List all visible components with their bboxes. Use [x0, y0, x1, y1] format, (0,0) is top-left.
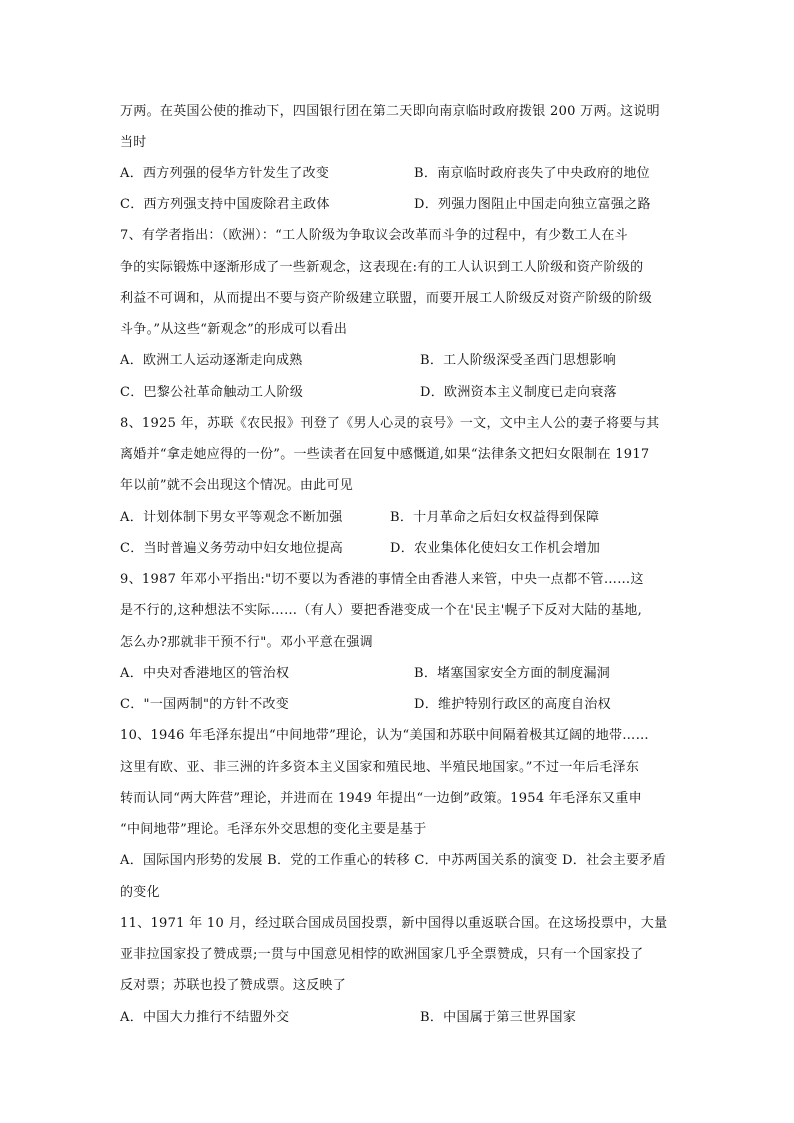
q11-stem-line-1: 11、1971 年 10 月，经过联合国成员国投票，新中国得以重返联合国。在这场投票中，大量 [120, 916, 668, 931]
q7-options-row-1 [120, 352, 680, 370]
q6-option-c: C．西方列强支持中国废除君主政体 [120, 197, 330, 212]
q11-options-row-1 [120, 1009, 680, 1027]
q10-stem-line-1: 10、1946 年毛泽东提出“中间地带”理论，认为“美国和苏联中间隔着极其辽阔的地带…… [120, 728, 649, 743]
q9-stem-line-1: 9、1987 年邓小平指出:"切不要以为香港的事情全由香港人来管，中央一点都不管……这 [120, 572, 644, 587]
q8-option-d: D．农业集体化使妇女工作机会增加 [390, 541, 601, 556]
q9-option-a: A．中央对香港地区的管治权 [120, 666, 290, 681]
q7-stem-line-1: 7、有学者指出：（欧洲）：“工人阶级为争取议会改革而斗争的过程中，有少数工人在斗 [120, 228, 628, 243]
q6-option-a: A．西方列强的侵华方针发生了改变 [120, 166, 330, 181]
q7-options-row-2 [120, 384, 680, 402]
q10-options-continued: 的变化 [120, 885, 160, 900]
q9-stem-line-3: 怎么办?那就非干预不行"。邓小平意在强调 [120, 635, 373, 650]
q8-option-a: A．计划体制下男女平等观念不断加强 [120, 510, 343, 525]
q7-option-b: B．工人阶级深受圣西门思想影响 [420, 353, 617, 368]
q7-stem-line-4: 斗争。”从这些“新观念”的形成可以看出 [120, 322, 348, 337]
q6-stem-line-2: 当时 [120, 135, 147, 150]
q11-option-b: B．中国属于第三世界国家 [420, 1010, 577, 1025]
q8-option-c: C．当时普遍义务劳动中妇女地位提高 [120, 541, 344, 556]
q11-option-a: A．中国大力推行不结盟外交 [120, 1010, 290, 1025]
q6-options-row-2 [120, 196, 680, 214]
q7-option-c: C．巴黎公社革命触动工人阶级 [120, 385, 304, 400]
q9-option-b: B．堵塞国家安全方面的制度漏洞 [414, 666, 611, 681]
q11-stem-line-3: 反对票；苏联也投了赞成票。这反映了 [120, 978, 347, 993]
q10-options: A．国际国内形势的发展 B．党的工作重心的转移 C．中苏两国关系的演变 D．社会主要矛盾 [120, 853, 666, 868]
q9-option-c: C．"一国两制"的方针不改变 [120, 697, 290, 712]
q9-option-d: D．维护特别行政区的高度自治权 [414, 697, 611, 712]
q7-stem-line-3: 利益不可调和，从而提出不要与资产阶级建立联盟，而要开展工人阶级反对资产阶级的阶级 [120, 291, 653, 306]
q9-options-row-1 [120, 665, 680, 683]
q11-stem-line-2: 亚非拉国家投了赞成票;一贯与中国意见相悖的欧洲国家几乎全票赞成，只有一个国家投了 [120, 947, 644, 962]
q10-stem-line-4: “中间地带”理论。毛泽东外交思想的变化主要是基于 [120, 822, 427, 837]
q8-option-b: B．十月革命之后妇女权益得到保障 [390, 510, 600, 525]
q6-option-d: D．列强力图阻止中国走向独立富强之路 [414, 197, 651, 212]
q9-stem-line-2: 是不行的,这种想法不实际……（有人）要把香港变成一个在'民主'幌子下反对大陆的基地, [120, 603, 643, 618]
q8-stem-line-2: 离婚并“拿走她应得的一份”。一些读者在回复中感慨道,如果“法律条文把妇女限制在 1917 [120, 447, 650, 462]
q7-stem-line-2: 争的实际锻炼中逐渐形成了一些新观念，这表现在:有的工人认识到工人阶级和资产阶级的 [120, 260, 644, 275]
q6-stem-line-1: 万两。在英国公使的推动下，四国银行团在第二天即向南京临时政府拨银 200 万两。这说明 [120, 104, 660, 119]
q7-option-d: D．欧洲资本主义制度已走向衰落 [420, 385, 617, 400]
q8-options-row-2 [120, 540, 680, 558]
q6-options-row-1 [120, 165, 680, 183]
q6-option-b: B．南京临时政府丧失了中央政府的地位 [414, 166, 650, 181]
q7-option-a: A．欧洲工人运动逐渐走向成熟 [120, 353, 303, 368]
q8-stem-line-1: 8、1925 年，苏联《农民报》刊登了《男人心灵的哀号》一文，文中主人公的妻子将要与其 [120, 416, 660, 431]
q9-options-row-2 [120, 696, 680, 714]
q10-stem-line-3: 转而认同“两大阵营”理论，并进而在 1949 年提出“一边倒”政策。1954 年毛泽东又重申 [120, 791, 642, 806]
q10-stem-line-2: 这里有欧、亚、非三洲的许多资本主义国家和殖民地、半殖民地国家。”不过一年后毛泽东 [120, 760, 640, 775]
q8-options-row-1 [120, 509, 680, 527]
q8-stem-line-3: 年以前”就不会出现这个情况。由此可见 [120, 478, 354, 493]
